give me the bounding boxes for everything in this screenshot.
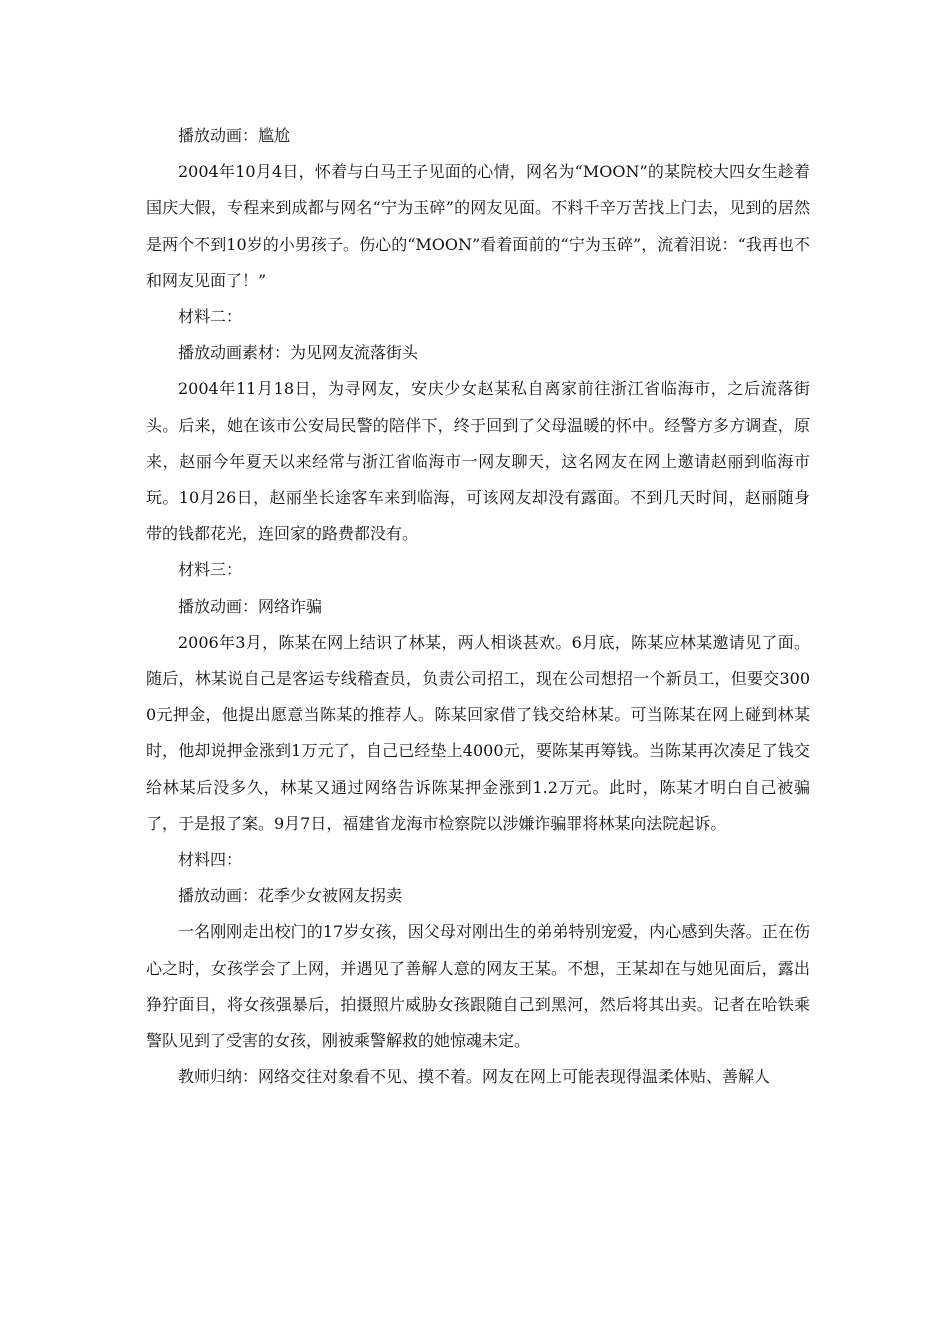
material-two-heading: 材料二： xyxy=(178,307,243,327)
story-moon-paragraph: 2004年10月4日，怀着与白马王子见面的心情，网名为“MOON”的某院校大四女生趁着国庆大假，专程来到成都与网名“宁为玉碎”的网友见面。不料千辛万苦找上门去，见到的居然是两个不到10岁的小男孩子。伤心的“MOON”看着面前的“宁为玉碎”，流着泪说：“我再也不和网友见面了！” xyxy=(146,162,810,290)
material-three-heading: 材料三： xyxy=(178,560,243,580)
story-trafficked-paragraph: 一名刚刚走出校门的17岁女孩，因父母对刚出生的弟弟特别宠爱，内心感到失落。正在伤心之时，女孩学会了上网，并遇见了善解人意的网友王某。不想，王某却在与她见面后，露出狰狞面目，将女孩强暴后，拍摄照片威胁女孩跟随自己到黑河，然后将其出卖。记者在哈铁乘警队见到了受害的女孩，刚被乘警解救的她惊魂未定。 xyxy=(146,922,810,1051)
story-fraud-paragraph: 2006年3月，陈某在网上结识了林某，两人相谈甚欢。6月底，陈某应林某邀请见了面。随后，林某说自己是客运专线稽查员，负责公司招工，现在公司想招一个新员工，但要交3000元押金，他提出愿意当陈某的推荐人。陈某回家借了钱交给林某。可当陈某在网上碰到林某时，他却说押金涨到1万元了，自己已经垫上4000元，要陈某再筹钱。当陈某再次凑足了钱交给林某后没多久，林某又通过网络告诉陈某押金涨到1.2万元。此时，陈某才明白自己被骗了，于是报了案。9月7日，福建省龙海市检察院以涉嫌诈骗罪将林某向法院起诉。 xyxy=(146,632,810,833)
story-zhao-paragraph: 2004年11月18日，为寻网友，安庆少女赵某私自离家前往浙江省临海市，之后流落街头。后来，她在该市公安局民警的陪伴下，终于回到了父母温暖的怀中。经警方多方调查，原来，赵丽今年夏天以来经常与浙江省临海市一网友聊天，这名网友在网上邀请赵丽到临海市玩。10月26日，赵丽坐长途客车来到临海，可该网友却没有露面。不到几天时间，赵丽随身带的钱都花光，连回家的路费都没有。 xyxy=(146,379,810,544)
animation-title-fraud: 播放动画：网络诈骗 xyxy=(178,596,323,616)
document-page xyxy=(146,118,810,1095)
teacher-summary-paragraph: 教师归纳：网络交往对象看不见、摸不着。网友在网上可能表现得温柔体贴、善解人 xyxy=(178,1067,771,1087)
material-four-heading: 材料四： xyxy=(178,850,243,870)
animation-title-trafficked: 播放动画：花季少女被网友拐卖 xyxy=(178,886,403,906)
animation-title-stranded: 播放动画素材：为见网友流落街头 xyxy=(178,343,419,363)
animation-title-awkward: 播放动画：尴尬 xyxy=(178,126,291,145)
